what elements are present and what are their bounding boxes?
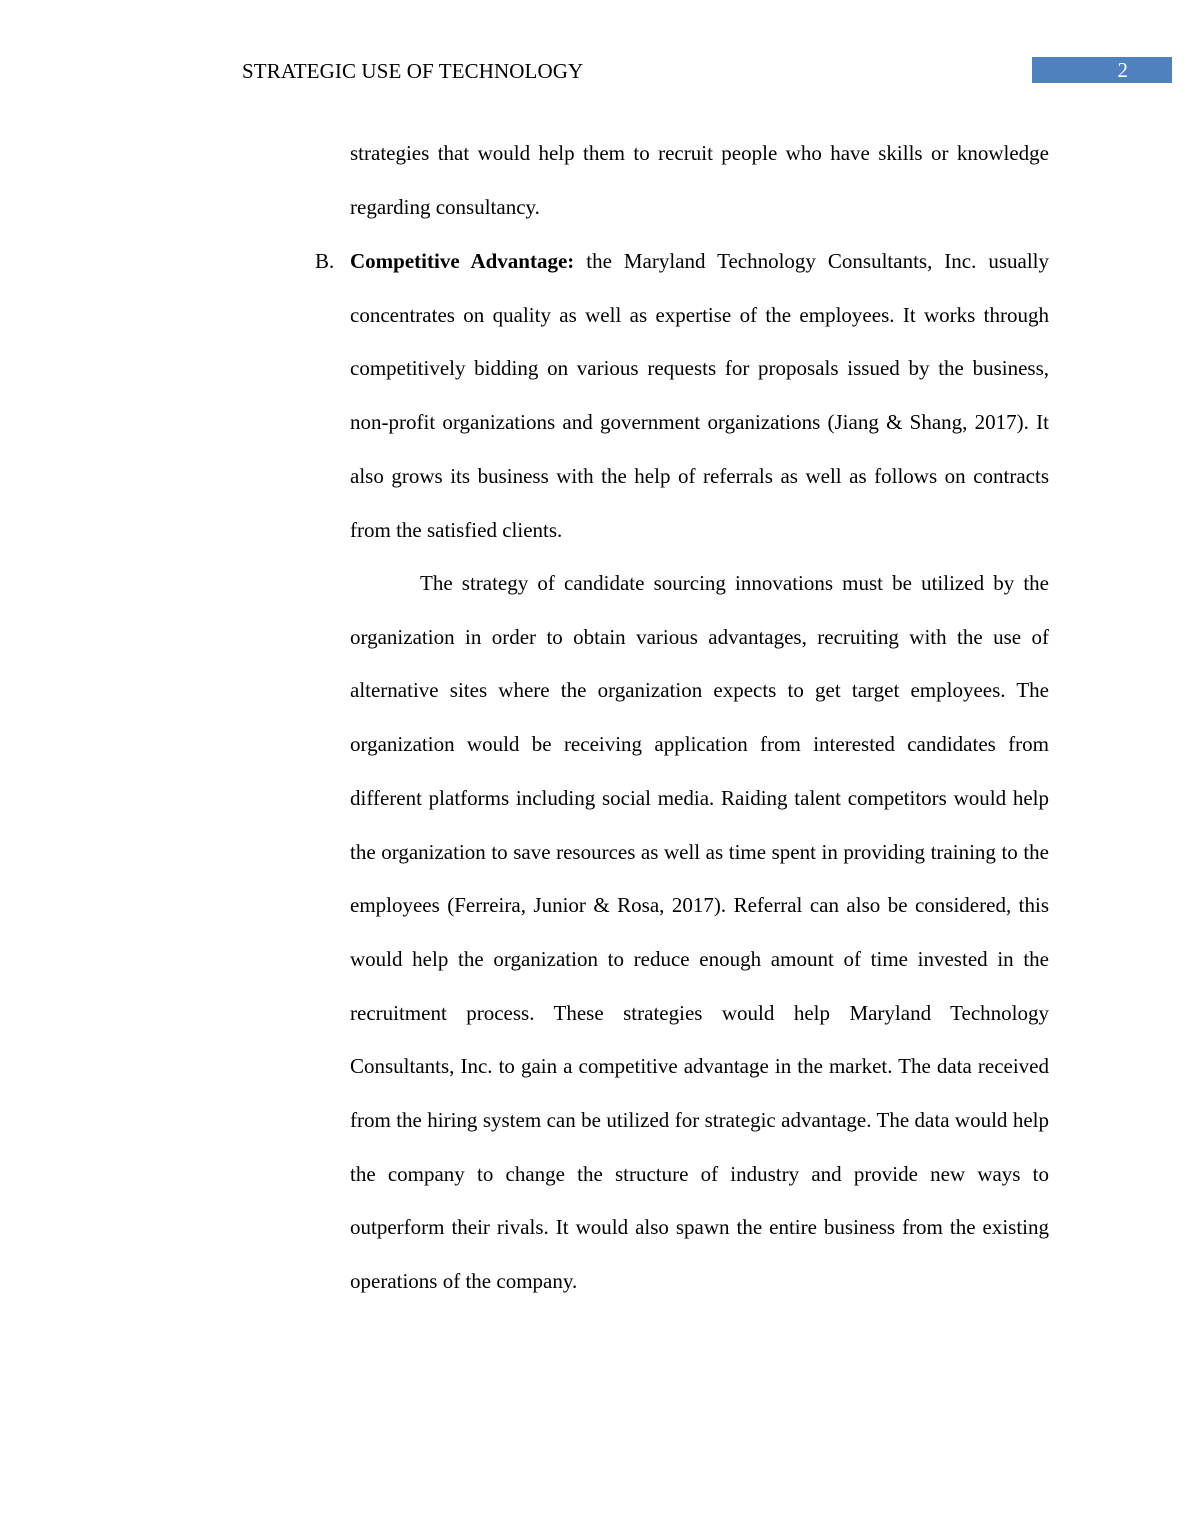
page-number-badge — [1032, 57, 1172, 83]
list-item-text: the Maryland Technology Consultants, Inc. usually concentrates on quality as well as expertise of the employees. It works through competitively bidding on various requests for proposals issued by the business, non-profit organizations and government organizations (Jiang & Shang, 2017). It also grows its business with the help of referrals as well as follows on contracts from the satisfied clients. — [350, 249, 1049, 542]
body-paragraph: The strategy of candidate sourcing innovations must be utilized by the organization in order to obtain various advantages, recruiting with the use of alternative sites where the organization expects to get target employees. The organization would be receiving application from interested candidates from different platforms including social media. Raiding talent competitors would help the organization to save resources as well as time spent in providing training to the employees (Ferreira, Junior & Rosa, 2017). Referral can also be considered, this would help the organization to reduce enough amount of time invested in the recruitment process. These strategies would help Maryland Technology Consultants, Inc. to gain a competitive advantage in the market. The data received from the hiring system can be utilized for strategic advantage. The data would help the company to change the structure of industry and provide new ways to outperform their rivals. It would also spawn the entire business from the existing operations of the company. — [350, 571, 1049, 1294]
list-item-term: Competitive Advantage: — [350, 249, 575, 273]
continued-paragraph: strategies that would help them to recruit people who have skills or knowledge regarding consultancy. — [350, 141, 1049, 219]
page-number: 2 — [1117, 58, 1128, 82]
running-head: STRATEGIC USE OF TECHNOLOGY — [242, 59, 584, 83]
list-item-competitive-advantage — [350, 235, 1049, 557]
list-marker: B. — [315, 249, 335, 273]
